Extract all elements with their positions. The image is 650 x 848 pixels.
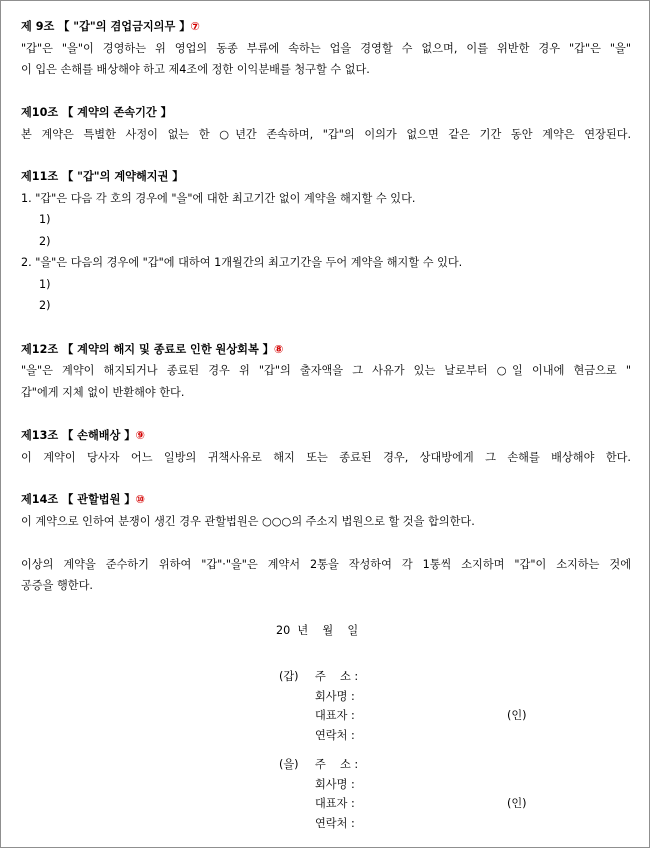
party-b-label: (을) <box>279 758 299 771</box>
party-a-seal: (인) <box>507 709 527 722</box>
article-11-item-1-sub-1: 1) <box>39 213 51 226</box>
party-a-company-label: 회사명 : <box>315 690 355 703</box>
article-14-title: 【 관할법원 】 <box>62 493 136 506</box>
article-9-heading <box>21 19 631 35</box>
article-14-body-line-1: 이 계약으로 인하여 분쟁이 생긴 경우 관할법원은 ○○○의 주소지 법원으로 할 것을 합의한다. <box>21 515 475 528</box>
article-9-number: 제 9조 <box>21 20 55 33</box>
annotation-mark-7: ⑦ <box>190 20 200 33</box>
article-11-item-2-sub-2: 2) <box>39 299 51 312</box>
article-12-heading <box>21 342 631 358</box>
party-a-contact-label: 연락처 : <box>315 729 355 742</box>
closing-line-1: 이상의 계약을 준수하기 위하여 "갑"·"을"은 계약서 2통을 작성하여 각 1통씩 소지하며 "갑"이 소지하는 것에 <box>21 558 631 571</box>
article-9-title: 【 "갑"의 겸업금지의무 】 <box>58 20 191 33</box>
article-11-heading <box>21 169 631 185</box>
article-10-body-line-1: 본 계약은 특별한 사정이 없는 한 ○년간 존속하며, "갑"의 이의가 없으면 같은 기간 동안 계약은 연장된다. <box>21 128 631 141</box>
article-9-body-line-2: 이 입은 손해를 배상해야 하고 제4조에 정한 이익분배를 청구할 수 없다. <box>21 63 370 76</box>
article-11-number: 제11조 <box>21 170 59 183</box>
article-13-heading <box>21 428 631 444</box>
article-11-title: 【 "갑"의 계약해지권 】 <box>62 170 184 183</box>
party-a-label: (갑) <box>279 670 299 683</box>
party-b-representative-label: 대표자 : <box>315 797 355 810</box>
article-10-number: 제10조 <box>21 106 59 119</box>
article-11-item-2: 2. "을"은 다음의 경우에 "갑"에 대하여 1개월간의 최고기간을 두어 계약을 해지할 수 있다. <box>21 256 463 269</box>
annotation-mark-10: ⑩ <box>135 493 145 506</box>
annotation-mark-9: ⑨ <box>135 429 145 442</box>
article-12-number: 제12조 <box>21 343 59 356</box>
party-a-representative-label: 대표자 : <box>315 709 355 722</box>
article-10-heading <box>21 105 631 121</box>
party-b-contact-label: 연락처 : <box>315 817 355 830</box>
article-12-title: 【 계약의 해지 및 종료로 인한 원상회복 】 <box>62 343 274 356</box>
article-12-body-line-2: 갑"에게 지체 없이 반환해야 한다. <box>21 386 185 399</box>
article-12-body-line-1: "을"은 계약이 해지되거나 종료된 경우 위 "갑"의 출자액을 그 사유가 있는 날로부터 ○일 이내에 현금으로 " <box>21 364 631 377</box>
party-b-seal: (인) <box>507 797 527 810</box>
article-14-number: 제14조 <box>21 493 59 506</box>
party-b-address-label: 주 소 : <box>315 758 359 771</box>
article-11-item-1-sub-2: 2) <box>39 235 51 248</box>
article-11-item-2-sub-1: 1) <box>39 278 51 291</box>
article-11-item-1: 1. "갑"은 다음 각 호의 경우에 "을"에 대한 최고기간 없이 계약을 해지할 수 있다. <box>21 192 416 205</box>
article-14-heading <box>21 492 631 508</box>
article-13-body-line-1: 이 계약이 당사자 어느 일방의 귀책사유로 해지 또는 종료된 경우, 상대방에게 그 손해를 배상해야 한다. <box>21 451 631 464</box>
article-13-title: 【 손해배상 】 <box>62 429 136 442</box>
contract-date: 20 년 월 일 <box>276 624 359 637</box>
party-a-address-label: 주 소 : <box>315 670 359 683</box>
article-13-number: 제13조 <box>21 429 59 442</box>
party-b-company-label: 회사명 : <box>315 778 355 791</box>
annotation-mark-8: ⑧ <box>273 343 284 356</box>
article-9-body-line-1: "갑"은 "을"이 경영하는 위 영업의 동종 부류에 속하는 업을 경영할 수 없으며, 이를 위반한 경우 "갑"은 "을" <box>21 42 631 55</box>
closing-line-2: 공증을 행한다. <box>21 579 93 592</box>
article-10-title: 【 계약의 존속기간 】 <box>62 106 172 119</box>
